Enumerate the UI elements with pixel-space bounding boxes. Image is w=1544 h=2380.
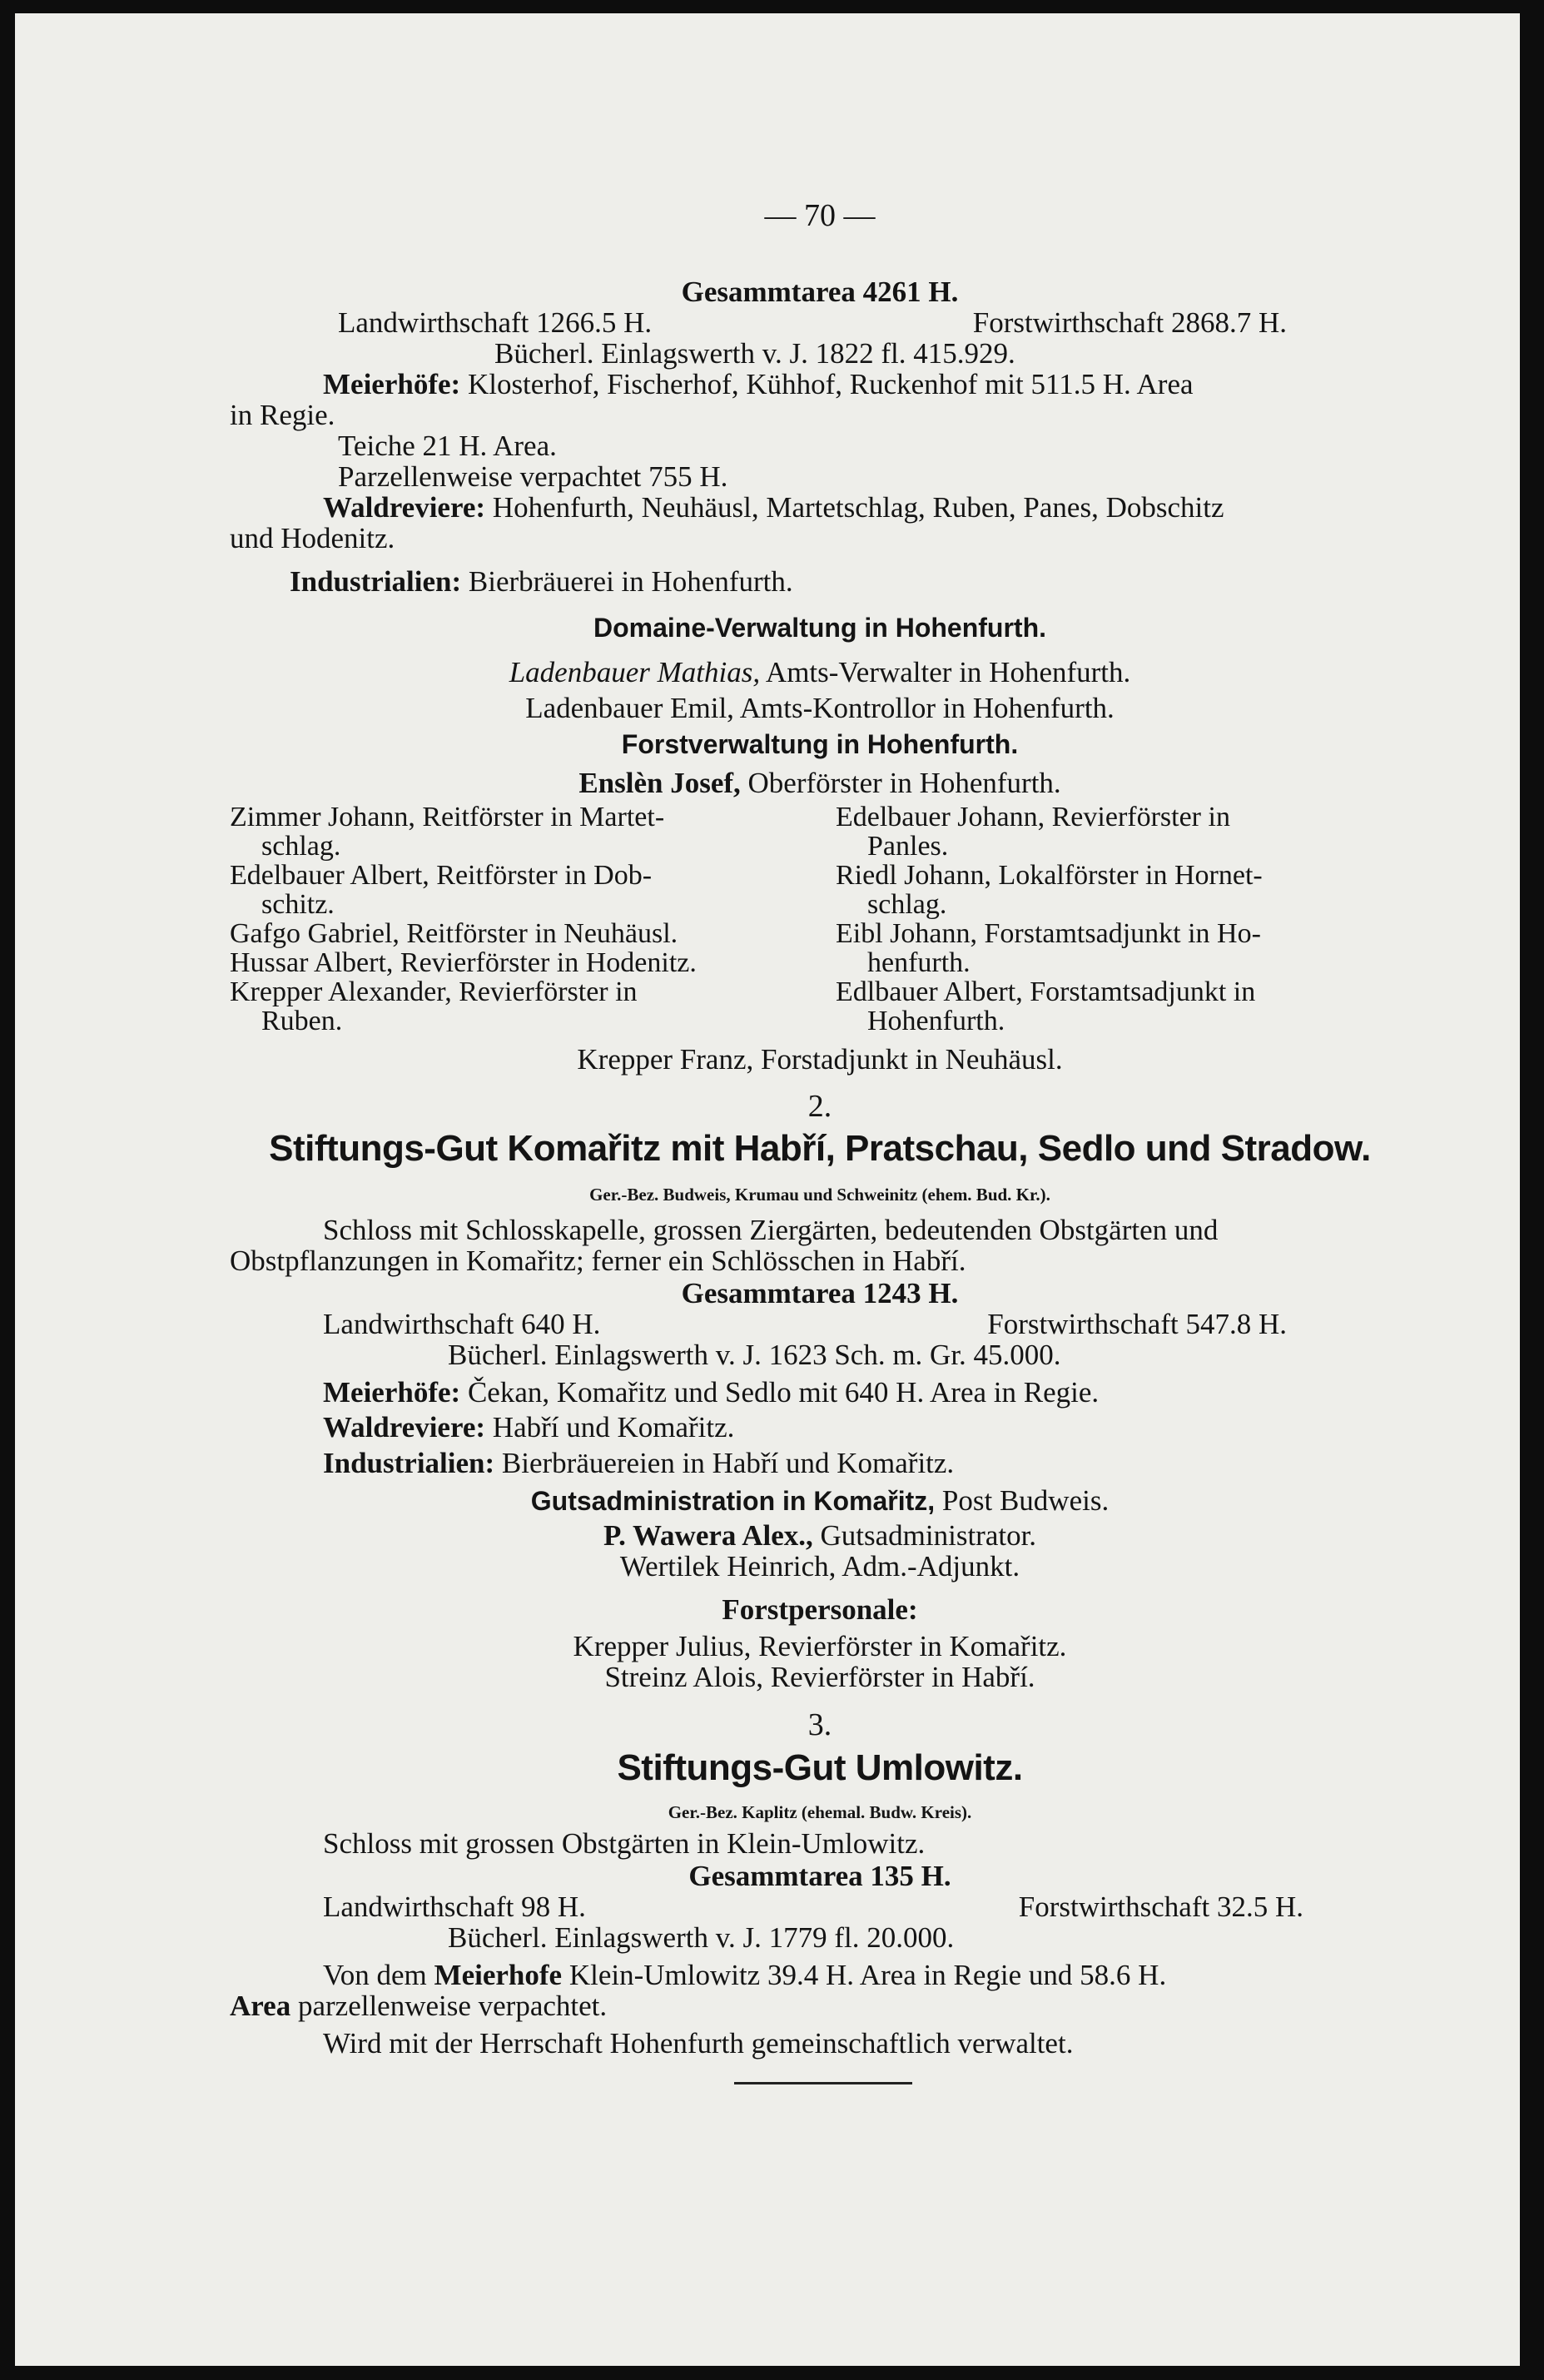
area-text: parzellenweise verpachtet. bbox=[290, 1990, 608, 2022]
staff-left-column bbox=[230, 802, 779, 1036]
ladenbauer-mathias-line bbox=[230, 657, 1410, 688]
staff-entry bbox=[836, 919, 1385, 977]
farms-line bbox=[230, 369, 1410, 400]
staff-entry-cont: henfurth. bbox=[867, 947, 971, 978]
industries-text: Bierbräuereien in Habří und Komařitz. bbox=[494, 1447, 955, 1479]
wawera-name: P. Wawera Alex., bbox=[603, 1519, 813, 1552]
staff-entry-line: Krepper Alexander, Revierförster in bbox=[230, 976, 638, 1007]
forest-districts-label: Waldreviere: bbox=[323, 1411, 486, 1443]
section-2-court-district: Ger.-Bez. Budweis, Krumau und Schweinitz (ehem. Bud. Kr.). bbox=[589, 1185, 1050, 1205]
domaine-heading: Domaine-Verwaltung in Hohenfurth. bbox=[593, 613, 1046, 643]
staff-entry bbox=[230, 802, 779, 861]
forest-districts-line bbox=[230, 492, 1410, 523]
section-2-land-register: Bücherl. Einlagswerth v. J. 1623 Sch. m. Gr. 45.000. bbox=[448, 1339, 1061, 1371]
staff-entry-line: Edelbauer Albert, Reitförster in Dob- bbox=[230, 860, 653, 891]
section-3-number: 3. bbox=[807, 1707, 832, 1742]
section-3-title: Stiftungs-Gut Umlowitz. bbox=[617, 1747, 1023, 1788]
total-area-heading: Gesammtarea 4261 H. bbox=[681, 276, 959, 308]
section-3-managed-line: Wird mit der Herrschaft Hohenfurth gemeinschaftlich verwaltet. bbox=[323, 2027, 1074, 2060]
farm-text-c: Klein-Umlowitz 39.4 H. Area in Regie und 58.6 H. bbox=[562, 1959, 1167, 1991]
staff-entry bbox=[230, 948, 779, 977]
section-2-administration bbox=[230, 1485, 1410, 1517]
staff-entry-cont: schlag. bbox=[867, 889, 947, 920]
forestry-area: Forstwirthschaft 547.8 H. bbox=[987, 1308, 1287, 1340]
farm-label: Meierhofe bbox=[434, 1959, 563, 1991]
industries-label: Industrialien: bbox=[323, 1447, 495, 1479]
staff-entry bbox=[836, 861, 1385, 919]
section-2-castle-line-1: Schloss mit Schlosskapelle, grossen Ziergärten, bedeutenden Obstgärten und bbox=[323, 1214, 1219, 1246]
staff-entry bbox=[230, 977, 779, 1036]
section-2-forest-districts bbox=[230, 1412, 1410, 1443]
staff-entry bbox=[836, 977, 1385, 1036]
section-2-total-area: Gesammtarea 1243 H. bbox=[681, 1277, 959, 1309]
forestry-area: Forstwirthschaft 2868.7 H. bbox=[972, 306, 1287, 339]
forest-districts-label: Waldreviere: bbox=[323, 491, 486, 524]
staff-entry-cont: Ruben. bbox=[261, 1006, 343, 1036]
wawera-line bbox=[230, 1520, 1410, 1551]
enslen-name: Enslèn Josef, bbox=[578, 767, 741, 799]
document-page bbox=[15, 13, 1520, 2366]
farms-label: Meierhöfe: bbox=[323, 1376, 461, 1409]
page-number: — 70 — bbox=[764, 198, 876, 233]
administration-label: Gutsadministration in Komařitz, bbox=[530, 1486, 936, 1516]
agriculture-area: Landwirthschaft 640 H. bbox=[323, 1308, 601, 1340]
wawera-role: Gutsadministrator. bbox=[812, 1519, 1037, 1552]
wertilek-line: Wertilek Heinrich, Adm.-Adjunkt. bbox=[619, 1550, 1020, 1583]
agriculture-area: Landwirthschaft 1266.5 H. bbox=[338, 306, 653, 339]
leased-plots-line: Parzellenweise verpachtet 755 H. bbox=[338, 460, 728, 493]
enslen-role: Oberförster in Hohenfurth. bbox=[740, 767, 1061, 799]
farms-text: Klosterhof, Fischerhof, Kühhof, Ruckenhof mit 511.5 H. Area bbox=[460, 368, 1194, 400]
forestry-area: Forstwirthschaft 32.5 H. bbox=[1018, 1891, 1303, 1923]
land-register-value: Bücherl. Einlagswerth v. J. 1822 fl. 415.929. bbox=[494, 337, 1015, 370]
staff-entry-line: Zimmer Johann, Reitförster in Martet- bbox=[230, 802, 665, 832]
farms-continuation: in Regie. bbox=[230, 399, 335, 431]
section-2-industries bbox=[230, 1448, 1410, 1478]
staff-entry-line: Eibl Johann, Forstamtsadjunkt in Ho- bbox=[836, 918, 1261, 949]
industries-label: Industrialien: bbox=[290, 565, 462, 598]
section-2-castle-line-2: Obstpflanzungen in Komařitz; ferner ein Schlösschen in Habří. bbox=[230, 1245, 966, 1277]
staff-entry-line: Riedl Johann, Lokalförster in Hornet- bbox=[836, 860, 1263, 891]
staff-right-column bbox=[836, 802, 1385, 1036]
section-3-total-area: Gesammtarea 135 H. bbox=[688, 1860, 951, 1892]
ladenbauer-mathias-role: Amts-Verwalter in Hohenfurth. bbox=[760, 656, 1131, 688]
staff-entry bbox=[230, 861, 779, 919]
section-2-land-forest-row bbox=[230, 1309, 1410, 1339]
closing-rule bbox=[734, 2082, 912, 2084]
area-label: Area bbox=[230, 1990, 291, 2022]
section-2-number: 2. bbox=[807, 1089, 832, 1124]
staff-entry-line: Gafgo Gabriel, Reitförster in Neuhäusl. bbox=[230, 918, 678, 949]
section-3-land-register: Bücherl. Einlagswerth v. J. 1779 fl. 20.000. bbox=[448, 1921, 955, 1954]
agriculture-area: Landwirthschaft 98 H. bbox=[323, 1891, 586, 1923]
staff-entry-cont: schlag. bbox=[261, 831, 341, 862]
section-3-castle-line: Schloss mit grossen Obstgärten in Klein-Umlowitz. bbox=[323, 1827, 926, 1860]
forstverwaltung-heading: Forstverwaltung in Hohenfurth. bbox=[621, 729, 1019, 759]
section-2-farms-line bbox=[230, 1377, 1410, 1408]
ladenbauer-mathias-name: Ladenbauer Mathias, bbox=[509, 656, 761, 688]
staff-entry-line: Hussar Albert, Revierförster in Hodenitz. bbox=[230, 947, 697, 978]
farm-text-a: Von dem bbox=[323, 1959, 434, 1991]
industries-line bbox=[230, 566, 1410, 597]
streinz-line: Streinz Alois, Revierförster in Habří. bbox=[604, 1661, 1035, 1693]
forest-districts-continuation: und Hodenitz. bbox=[230, 522, 395, 554]
industries-text: Bierbräuerei in Hohenfurth. bbox=[461, 565, 793, 598]
section-3-land-forest-row bbox=[230, 1891, 1410, 1922]
forest-districts-text: Habří und Komařitz. bbox=[485, 1411, 735, 1443]
section-3-court-district: Ger.-Bez. Kaplitz (ehemal. Budw. Kreis). bbox=[668, 1802, 972, 1822]
farms-label: Meierhöfe: bbox=[323, 368, 461, 400]
administration-post: Post Budweis. bbox=[935, 1484, 1110, 1517]
staff-entry-cont: Hohenfurth. bbox=[867, 1006, 1005, 1036]
ladenbauer-emil-line: Ladenbauer Emil, Amts-Kontrollor in Hohenfurth. bbox=[525, 692, 1115, 724]
farms-text: Čekan, Komařitz und Sedlo mit 640 H. Area in Regie. bbox=[460, 1376, 1100, 1409]
section-2-title: Stiftungs-Gut Komařitz mit Habří, Pratschau, Sedlo und Stradow. bbox=[269, 1128, 1371, 1169]
staff-entry bbox=[836, 802, 1385, 861]
staff-entry-line: Edelbauer Johann, Revierförster in bbox=[836, 802, 1230, 832]
krepper-julius-line: Krepper Julius, Revierförster in Komařitz. bbox=[573, 1630, 1067, 1662]
staff-entry-cont: Panles. bbox=[867, 831, 949, 862]
enslen-line bbox=[230, 768, 1410, 798]
staff-entry-line: Edlbauer Albert, Forstamtsadjunkt in bbox=[836, 976, 1256, 1007]
staff-entry-cont: schitz. bbox=[261, 889, 335, 920]
forest-districts-text: Hohenfurth, Neuhäusl, Martetschlag, Ruben, Panes, Dobschitz bbox=[485, 491, 1224, 524]
section-3-farm-line bbox=[230, 1960, 1410, 1990]
section-3-area-line bbox=[230, 1990, 1410, 2021]
forest-staff-heading: Forstpersonale: bbox=[722, 1593, 918, 1626]
krepper-franz-line: Krepper Franz, Forstadjunkt in Neuhäusl. bbox=[577, 1043, 1063, 1076]
land-forest-row bbox=[230, 307, 1410, 338]
staff-entry bbox=[230, 919, 779, 948]
ponds-line: Teiche 21 H. Area. bbox=[338, 430, 557, 462]
